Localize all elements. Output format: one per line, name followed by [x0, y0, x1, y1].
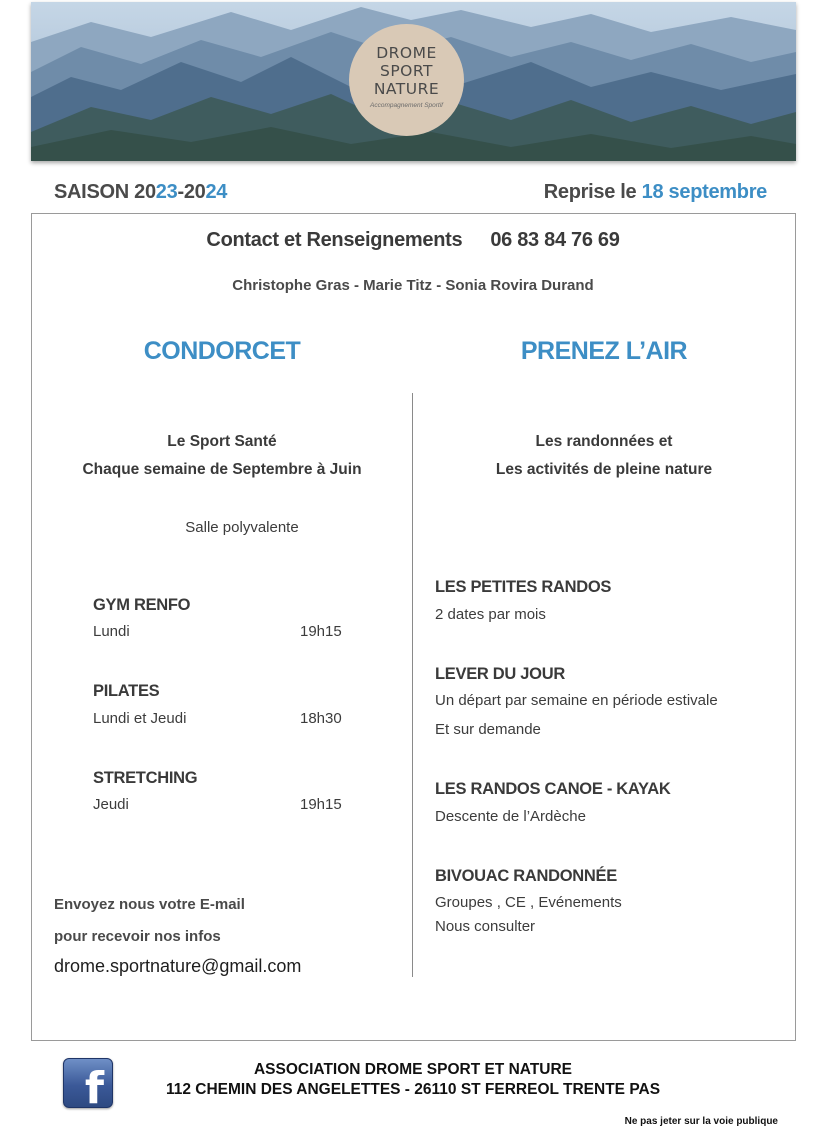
class-day: Lundi et Jeudi — [93, 710, 187, 727]
activity-name: LEVER DU JOUR — [435, 665, 565, 683]
season-year2: 24 — [205, 181, 228, 203]
activity-detail: Nous consulter — [435, 918, 536, 935]
class-name: PILATES — [93, 682, 160, 700]
activity-detail: Descente de l’Ardèche — [435, 808, 586, 825]
logo-line-drome: DROME — [376, 44, 437, 62]
logo-line-nature: NATURE — [373, 80, 440, 98]
activity-detail: Groupes , CE , Evénements — [435, 894, 622, 911]
class-name: GYM RENFO — [93, 596, 191, 614]
sport-sante-text: Le Sport Santé — [167, 433, 277, 450]
logo-line-sport: SPORT — [380, 62, 433, 80]
staff-names: Christophe Gras - Marie Titz - Sonia Rovira Durand — [232, 277, 594, 294]
association-street: 112 CHEMIN DES ANGELETTES - 26110 ST FERREOL TRENTE PAS — [165, 1081, 661, 1098]
condorcet-subtitle — [42, 428, 402, 484]
class-day: Lundi — [93, 623, 130, 640]
class-day: Jeudi — [93, 796, 129, 813]
contact-phone: 06 83 84 76 69 — [490, 229, 620, 251]
schedule-text: Chaque semaine de Septembre à Juin — [82, 461, 362, 478]
association-address — [0, 1060, 826, 1100]
activity-detail: Et sur demande — [435, 721, 541, 738]
facebook-icon[interactable]: f — [63, 1058, 113, 1108]
class-name: STRETCHING — [93, 769, 198, 787]
prenez-lair-subtitle — [420, 428, 788, 484]
reprise-text: Reprise le — [543, 181, 642, 203]
contact-email-link[interactable]: drome.sportnature@gmail.com — [54, 956, 302, 976]
email-prompt-line2: pour recevoir nos infos — [54, 928, 221, 945]
class-time: 19h15 — [300, 623, 342, 640]
prenez-lair-title: PRENEZ L’AIR — [520, 337, 688, 365]
reprise-date: 18 septembre — [641, 181, 767, 203]
drome-sport-nature-logo — [349, 24, 464, 136]
season-year1: 23 — [155, 181, 178, 203]
email-prompt-line1: Envoyez nous votre E-mail — [54, 896, 245, 913]
venue-text: Salle polyvalente — [185, 519, 299, 536]
class-time: 18h30 — [300, 710, 342, 727]
activity-detail: Un départ par semaine en période estivale — [435, 692, 718, 709]
season-label — [54, 181, 227, 204]
class-time: 19h15 — [300, 796, 342, 813]
season-dash: -20 — [177, 181, 206, 203]
disposal-note: Ne pas jeter sur la voie publique — [624, 1116, 778, 1127]
season-prefix: SAISON 20 — [54, 181, 156, 203]
contact-line — [0, 229, 826, 252]
activity-name: LES PETITES RANDOS — [435, 578, 612, 596]
randonnees-text: Les randonnées et — [535, 433, 673, 450]
condorcet-title: CONDORCET — [143, 337, 301, 365]
activity-name: LES RANDOS CANOE - KAYAK — [435, 780, 671, 798]
activity-name: BIVOUAC RANDONNÉE — [435, 867, 617, 885]
activites-text: Les activités de pleine nature — [495, 461, 713, 478]
reprise-label — [544, 181, 767, 204]
activity-detail: 2 dates par mois — [435, 606, 546, 623]
contact-label: Contact et Renseignements — [206, 229, 463, 251]
association-name: ASSOCIATION DROME SPORT ET NATURE — [253, 1061, 573, 1078]
logo-tagline: Accompagnement Sportif — [370, 102, 443, 109]
column-divider — [412, 393, 413, 977]
